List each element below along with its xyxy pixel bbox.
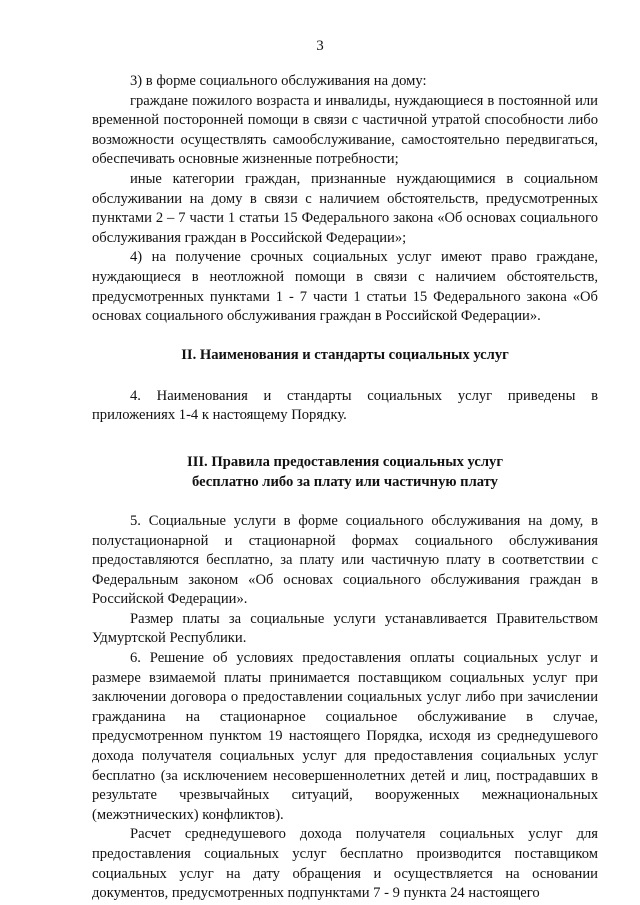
paragraph-elderly-disabled: граждане пожилого возраста и инвалиды, нуждающиеся в постоянной или временной посторонней помощи в связи с частичной утратой способности либо возможности осуществлять самообслуживание, самостоятельно передвигаться, обеспечивать основные жизненные потребности; bbox=[92, 92, 598, 168]
paragraph-4-names-standards: 4. Наименования и стандарты социальных услуг приведены в приложениях 1-4 к настоящему Порядку. bbox=[92, 387, 598, 424]
paragraph-income-calculation: Расчет среднедушевого дохода получателя социальных услуг для предоставления социальных услуг бесплатно производится поставщиком социальных услуг на дату обращения и осуществляется на основании документов, предусмотренных подпунктами 7 - 9 пункта 24 настоящего bbox=[92, 826, 598, 902]
paragraph-item-3: 3) в форме социального обслуживания на дому: bbox=[130, 73, 427, 89]
document-body bbox=[92, 72, 598, 904]
page-number: 3 bbox=[316, 38, 324, 54]
section-3-heading-block bbox=[92, 452, 598, 492]
section-3-heading-line-2: бесплатно либо за плату или частичную плату bbox=[192, 473, 498, 490]
paragraph-item-4-urgent: 4) на получение срочных социальных услуг имеют право граждане, нуждающиеся в неотложной помощи в связи с наличием обстоятельств, предусмотренных пунктами 1 - 7 части 1 статьи 15 Федерального закона «Об основах социального обслуживания граждан в Российской Федерации». bbox=[92, 249, 598, 325]
section-2-heading: II. Наименования и стандарты социальных услуг bbox=[181, 346, 509, 363]
paragraph-other-categories: иные категории граждан, признанные нуждающимися в социальном обслуживании на дому в связи с наличием обстоятельств, предусмотренных пунктами 2 – 7 части 1 статьи 15 Федерального закона «Об основах социального обслуживания граждан в Российской Федерации»; bbox=[92, 170, 598, 246]
paragraph-5-forms: 5. Социальные услуги в форме социального обслуживания на дому, в полустационарной и стационарной формах социального обслуживания предоставляются бесплатно, за плату или частичную плату в соответствии с Федеральным законом «Об основах социального обслуживания граждан в Российской Федерации». bbox=[92, 512, 598, 608]
paragraph-fee-size: Размер платы за социальные услуги устанавливается Правительством Удмуртской Республики. bbox=[92, 610, 598, 647]
section-3-heading bbox=[92, 452, 598, 492]
section-3-heading-line-1: III. Правила предоставления социальных услуг bbox=[187, 453, 503, 470]
section-2-heading-block bbox=[92, 345, 598, 365]
paragraph-6-decision: 6. Решение об условиях предоставления оплаты социальных услуг и размере взимаемой платы принимается поставщиком социальных услуг при заключении договора о предоставлении социальных услуг либо при зачислении гражданина на стационарное социальное обслуживание в случае, предусмотренном пунктом 19 настоящего Порядка, исходя из среднедушевого дохода получателя социальных услуг для предоставления социальных услуг бесплатно (за исключением несовершеннолетних детей и лиц, пострадавших в результате чрезвычайных ситуаций, вооруженных межнациональных (межэтнических) конфликтов). bbox=[92, 650, 598, 823]
